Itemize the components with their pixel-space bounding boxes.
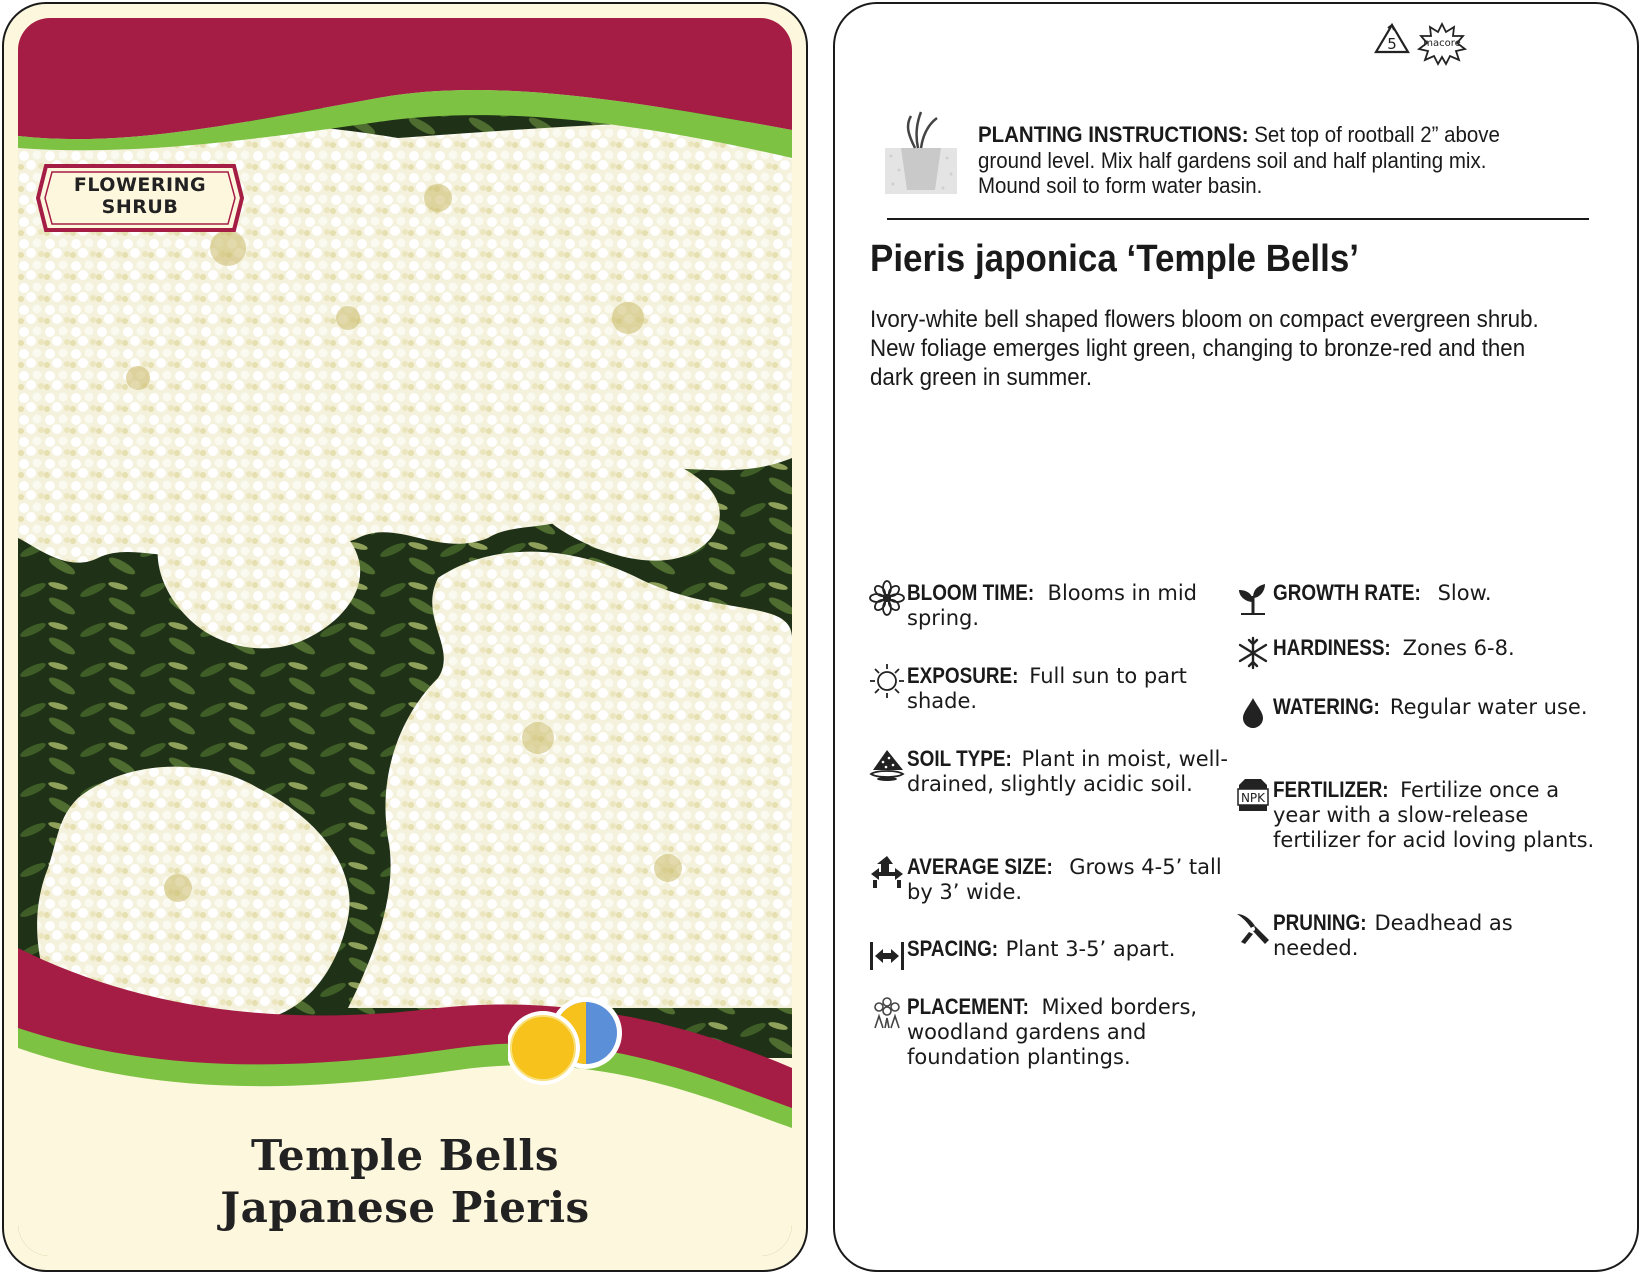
plant-tag-back xyxy=(833,2,1639,1272)
attribute-label: HARDINESS: xyxy=(1273,635,1391,660)
attribute-value: Regular water use. xyxy=(1383,695,1588,719)
attribute-label: FERTILIZER: xyxy=(1273,777,1389,802)
attribute-label: WATERING: xyxy=(1273,694,1380,719)
attribute-value: Full sun to part shade. xyxy=(907,664,1187,713)
scientific-name: Pieris japonica ‘Temple Bells’ xyxy=(870,238,1359,280)
npk-label: NPK xyxy=(1240,791,1266,805)
macore-brand: macore xyxy=(1423,38,1461,49)
attribute-value: Fertilize once a year with a slow-release fertilizer for acid loving plants. xyxy=(1273,778,1595,852)
category-line-2: SHRUB xyxy=(101,196,179,218)
sun-outline-icon xyxy=(869,663,905,699)
flower-icon xyxy=(869,580,905,616)
full-sun-icon xyxy=(508,1011,580,1085)
macore-icon xyxy=(1415,22,1469,66)
attribute-value: Deadhead as needed. xyxy=(1273,911,1513,960)
exposure-icons xyxy=(508,993,658,1093)
attribute-value: Plant 3-5’ apart. xyxy=(998,937,1176,961)
attribute-label: PLACEMENT: xyxy=(907,994,1029,1019)
attribute-label: EXPOSURE: xyxy=(907,663,1019,688)
attribute-label: BLOOM TIME: xyxy=(907,580,1035,605)
planting-instructions xyxy=(978,122,1555,199)
sprout-icon xyxy=(1235,580,1271,616)
pruners-icon xyxy=(1235,910,1271,946)
attribute-value: Grows 4-5’ tall by 3’ wide. xyxy=(907,855,1222,904)
spacing-icon xyxy=(869,936,905,972)
common-name-line-2: Japanese Pieris xyxy=(220,1183,590,1232)
common-name-line-1: Temple Bells xyxy=(250,1131,560,1180)
attribute-label: SOIL TYPE: xyxy=(907,746,1012,771)
attribute-value: Mixed borders, woodland gardens and foundation plantings. xyxy=(907,995,1198,1069)
attribute-value: Blooms in mid spring. xyxy=(907,581,1198,630)
soil-icon xyxy=(869,746,905,782)
attribute-label: PRUNING: xyxy=(1273,910,1367,935)
recycle-5-icon xyxy=(1373,22,1411,56)
placement-icon xyxy=(869,994,905,1030)
attribute-value: Plant in moist, well-drained, slightly acidic soil. xyxy=(907,747,1228,796)
plant-description: Ivory-white bell shaped flowers bloom on compact evergreen shrub. New foliage emerges light green, changing to bronze-red and then dark green in summer. xyxy=(870,306,1539,391)
divider xyxy=(887,218,1589,220)
attribute-label: GROWTH RATE: xyxy=(1273,580,1421,605)
category-label xyxy=(36,174,244,218)
attribute-value: Zones 6-8. xyxy=(1395,636,1515,660)
attribute-label: SPACING: xyxy=(907,936,999,961)
planting-pot-icon xyxy=(885,110,957,196)
plant-tag-front xyxy=(2,2,808,1272)
snowflake-icon xyxy=(1235,635,1271,671)
planting-instructions-text: Set top of rootball 2” above ground level. Mix half gardens soil and half planting mix. Mound soil to form water basin. xyxy=(978,122,1500,198)
attribute-label: AVERAGE SIZE: xyxy=(907,854,1053,879)
npk-icon xyxy=(1235,777,1271,813)
attribute-value: Slow. xyxy=(1430,581,1492,605)
size-icon xyxy=(869,854,905,890)
category-line-1: FLOWERING xyxy=(73,174,207,196)
recycle-number: 5 xyxy=(1387,35,1397,53)
front-panel xyxy=(18,18,792,1256)
planting-instructions-label: PLANTING INSTRUCTIONS: xyxy=(978,122,1249,147)
water-drop-icon xyxy=(1235,694,1271,730)
category-badge xyxy=(36,162,244,234)
